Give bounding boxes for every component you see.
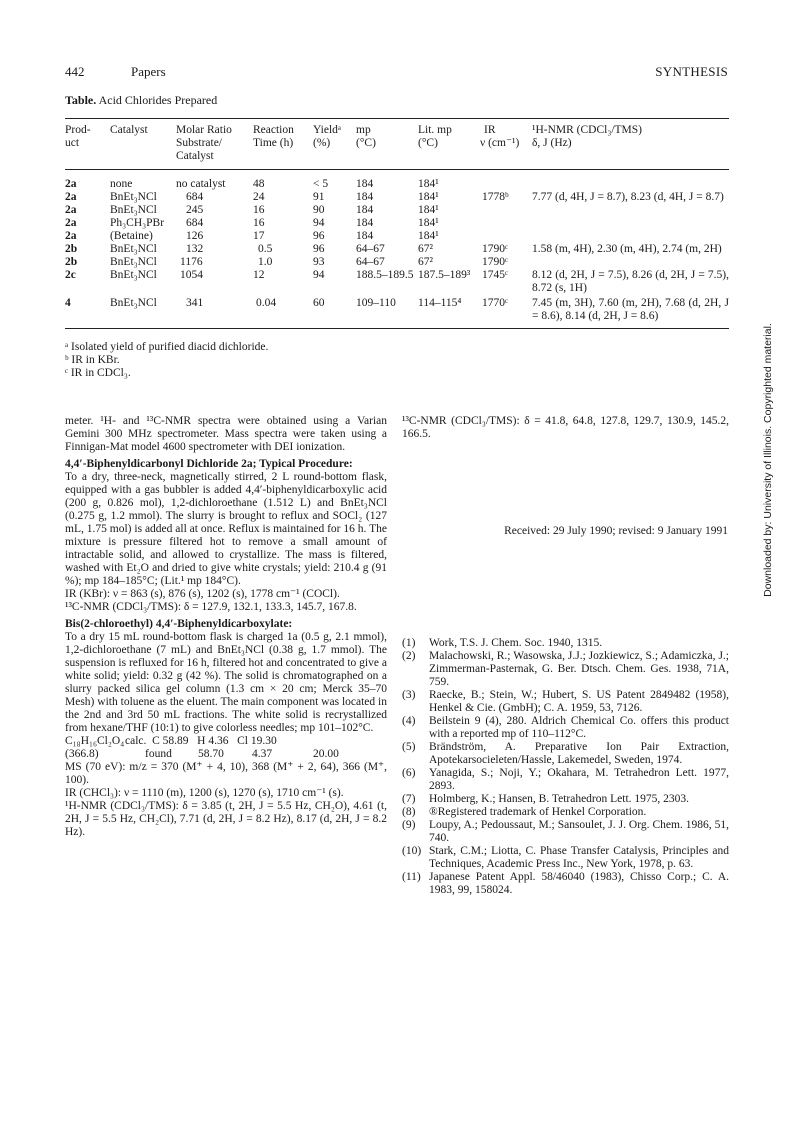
cell-yield: < 5 (313, 178, 329, 190)
analysis-mw: (366.8) (65, 748, 99, 760)
cell-ratio: no catalyst (176, 178, 226, 190)
analysis-found-c: 58.70 (198, 748, 224, 760)
reference-number: (7) (402, 793, 416, 805)
reference-text: Holmberg, K.; Hansen, B. Tetrahedron Lett. 1975, 2303. (429, 793, 690, 805)
reference-number: (2) (402, 650, 416, 662)
procedure-2-nmr: ¹H-NMR (CDCl₃/TMS): δ = 3.85 (t, 2H, J = 5.5 Hz, CH₂O), 4.61 (t, 2H, J = 5.5 Hz, CH₂Cl), 7.71 (d, 2H, J = 8.2 Hz), 8.17 (d, 2H, J = 8.2 Hz). (65, 800, 387, 838)
cell-ir: 1778ᵇ (482, 191, 509, 203)
cell-yield: 94 (313, 217, 325, 229)
cell-time: 16 (253, 217, 265, 229)
reference-item (402, 637, 729, 650)
elemental-analysis (65, 735, 387, 761)
cell-litmp: 187.5–189³ (418, 269, 471, 281)
cell-catalyst: BnEt₃NCl (110, 297, 157, 309)
section-title: Papers (131, 64, 166, 79)
reference-item (402, 650, 729, 689)
cell-litmp: 184¹ (418, 191, 439, 203)
cell-mp: 188.5–189.5 (356, 269, 414, 281)
cell-litmp: 184¹ (418, 178, 439, 190)
cell-catalyst: BnEt₃NCl (110, 191, 157, 203)
col-header-product-2: uct (65, 137, 80, 149)
col-header-nmr-1: ¹H-NMR (CDCl₃/TMS) (532, 124, 643, 136)
cell-ratio: 684 (186, 217, 204, 229)
reference-item (402, 689, 729, 715)
reference-number: (8) (402, 806, 416, 818)
analysis-found-h: 4.37 (252, 748, 273, 760)
cell-ratio: 1176 (180, 256, 203, 268)
cell-yield: 60 (313, 297, 325, 309)
cell-time: 17 (253, 230, 265, 242)
analysis-found-cl: 20.00 (313, 748, 339, 760)
reference-item (402, 741, 729, 767)
cell-time: 48 (253, 178, 265, 190)
reference-text: Loupy, A.; Pedoussaut, M.; Sansoulet, J. J. Org. Chem. 1986, 51, 740. (429, 819, 729, 844)
footnote-a: ᵃ Isolated yield of purified diacid dichloride. (65, 341, 269, 353)
reference-number: (11) (402, 871, 421, 883)
cell-catalyst: (Betaine) (110, 230, 153, 242)
reference-item (402, 819, 729, 845)
reference-list (402, 637, 729, 897)
cell-ratio: 684 (186, 191, 204, 203)
reference-text: Brändström, A. Preparative Ion Pair Extraction, Apotekarsocieleten/Hassle, Lakemedel, Sweden, 1974. (429, 741, 729, 766)
reference-number: (3) (402, 689, 416, 701)
cell-product: 2a (65, 217, 77, 229)
cell-nmr: 8.12 (d, 2H, J = 7.5), 8.26 (d, 2H, J = 7.5), 8.72 (s, 1H) (532, 269, 729, 294)
cell-product: 2a (65, 191, 77, 203)
reference-text: Work, T.S. J. Chem. Soc. 1940, 1315. (429, 637, 603, 649)
procedure-1-nmr: ¹³C-NMR (CDCl₃/TMS): δ = 127.9, 132.1, 133.3, 145.7, 167.8. (65, 601, 357, 613)
reference-number: (10) (402, 845, 422, 857)
cell-ir: 1745ᶜ (482, 269, 508, 281)
table-header-rule (65, 169, 729, 170)
cell-litmp: 67² (418, 256, 433, 268)
cell-catalyst: none (110, 178, 133, 190)
cell-product: 2b (65, 256, 78, 268)
table-caption-label: Table. (65, 93, 97, 107)
cell-yield: 93 (313, 256, 325, 268)
left-column (65, 415, 387, 839)
cell-nmr: 7.77 (d, 4H, J = 8.7), 8.23 (d, 4H, J = 8.7) (532, 191, 724, 203)
reference-text: Malachowski, R.; Wasowska, J.J.; Jozkiewicz, S.; Adamiczka, J.; Zimmerman-Pasternak, G. Ber. Dtsch. Chem. Ges. 1938, 71A, 759. (429, 650, 729, 688)
cell-ratio: 1054 (180, 269, 203, 281)
cell-nmr: 1.58 (m, 4H), 2.30 (m, 4H), 2.74 (m, 2H) (532, 243, 722, 255)
table-caption-text: Acid Chlorides Prepared (96, 93, 218, 107)
reference-number: (5) (402, 741, 416, 753)
cell-ratio: 132 (186, 243, 204, 255)
analysis-calc: calc. C 58.89 H 4.36 Cl 19.30 (125, 735, 277, 747)
cell-catalyst: BnEt₃NCl (110, 243, 157, 255)
cell-product: 2a (65, 204, 77, 216)
col-header-litmp-1: Lit. mp (418, 124, 452, 136)
reference-text: Stark, C.M.; Liotta, C. Phase Transfer Catalysis, Principles and Techniques, Academic Press Inc., New York, 1978, p. 63. (429, 845, 729, 870)
col-header-time-2: Time (h) (253, 137, 294, 149)
page-number: 442 (65, 64, 85, 79)
procedure-1-text: To a dry, three-neck, magnetically stirred, 2 L round-bottom flask, equipped with a gas bubbler is added 4,4′-biphenyldicarboxylic acid (200 g, 0.826 mol), 1,2-dichloroethane (1.512 L) and BnEt₃NCl (0.275 g, 1.2 mmol). The slurry is brought to reflux and SOCl₂ (127 mL, 1.75 mol) is added all at once. Reflux is maintained for 16 h. The mixture is pressure filtered hot to remove a small amount of intractable solid, and allowed to crystallize. The mass is filtered, washed with Et₂O and dried to give white crystals; yield: 210.4 g (91 %); mp 184–185°C; (Lit.¹ mp 184°C). (65, 471, 387, 587)
cell-ratio: 245 (186, 204, 204, 216)
cell-product: 2a (65, 178, 77, 190)
reference-number: (9) (402, 819, 416, 831)
cell-time: 16 (253, 204, 265, 216)
cell-litmp: 184¹ (418, 217, 439, 229)
cell-mp: 64–67 (356, 256, 385, 268)
procedure-1-ir: IR (KBr): ν = 863 (s), 876 (s), 1202 (s), 1778 cm⁻¹ (COCl). (65, 588, 340, 600)
cell-mp: 109–110 (356, 297, 396, 309)
col-header-yield-2: (%) (313, 137, 331, 149)
reference-number: (1) (402, 637, 416, 649)
cell-yield: 96 (313, 230, 325, 242)
cell-ir: 1770ᶜ (482, 297, 508, 309)
cell-catalyst: BnEt₃NCl (110, 256, 157, 268)
cell-yield: 90 (313, 204, 325, 216)
col-header-ratio-1: Molar Ratio (176, 124, 232, 136)
mass-spectrum: MS (70 eV): m/z = 370 (M⁺ + 4, 10), 368 (M⁺ + 2, 64), 366 (M⁺, 100). (65, 761, 387, 786)
cell-mp: 184 (356, 217, 374, 229)
analysis-found-label: found (145, 748, 172, 760)
cell-yield: 94 (313, 269, 325, 281)
cell-litmp: 184¹ (418, 204, 439, 216)
cell-mp: 184 (356, 204, 374, 216)
table-bottom-rule (65, 328, 729, 329)
cell-time: 0.04 (256, 297, 277, 309)
analysis-formula: C₁₈H₁₆Cl₂O₄ (65, 735, 125, 747)
reference-text: ®Registered trademark of Henkel Corporation. (429, 806, 647, 818)
cell-product: 2b (65, 243, 78, 255)
right-column-nmr: ¹³C-NMR (CDCl₃/TMS): δ = 41.8, 64.8, 127.8, 129.7, 130.9, 145.2, 166.5. (402, 415, 729, 440)
cell-catalyst: Ph₃CH₃PBr (110, 217, 165, 229)
reference-item (402, 871, 729, 897)
footnote-c: ᶜ IR in CDCl₃. (65, 367, 131, 379)
reference-text: Yanagida, S.; Noji, Y.; Okahara, M. Tetrahedron Lett. 1977, 2893. (429, 767, 729, 792)
col-header-mp-1: mp (356, 124, 371, 136)
cell-catalyst: BnEt₃NCl (110, 204, 157, 216)
footnote-b: ᵇ IR in KBr. (65, 354, 120, 366)
col-header-mp-2: (°C) (356, 137, 376, 149)
table-top-rule (65, 118, 729, 119)
reference-number: (4) (402, 715, 416, 727)
reference-text: Beilstein 9 (4), 280. Aldrich Chemical Co. offers this product with a reported mp of 110–112°C. (429, 715, 729, 740)
cell-time: 0.5 (258, 243, 273, 255)
procedure-2-title: Bis(2-chloroethyl) 4,4′-Biphenyldicarboxylate: (65, 618, 293, 630)
received-date: Received: 29 July 1990; revised: 9 January 1991 (504, 525, 728, 537)
col-header-yield-1: Yieldᵃ (313, 124, 342, 136)
cell-ratio: 341 (186, 297, 204, 309)
cell-time: 1.0 (258, 256, 273, 268)
cell-ir: 1790ᶜ (482, 243, 508, 255)
reference-item (402, 767, 729, 793)
col-header-ir-2: ν (cm⁻¹) (480, 137, 520, 149)
download-notice: Downloaded by: University of Illinois. Copyrighted material. (762, 323, 774, 597)
cell-litmp: 67² (418, 243, 433, 255)
cell-catalyst: BnEt₃NCl (110, 269, 157, 281)
cell-time: 12 (253, 269, 265, 281)
cell-ratio: 126 (186, 230, 204, 242)
col-header-ratio-3: Catalyst (176, 150, 214, 162)
experimental-intro: meter. ¹H- and ¹³C-NMR spectra were obtained using a Varian Gemini 300 MHz spectrometer. Mass spectra were taken using a Finnigan-Mat model 4600 spectrometer with DEI ionization. (65, 415, 387, 453)
col-header-ratio-2: Substrate/ (176, 137, 222, 149)
reference-item (402, 845, 729, 871)
cell-product: 4 (65, 297, 71, 309)
cell-time: 24 (253, 191, 265, 203)
reference-text: Japanese Patent Appl. 58/46040 (1983), Chisso Corp.; C. A. 1983, 99, 158024. (429, 871, 729, 896)
cell-litmp: 184¹ (418, 230, 439, 242)
cell-mp: 184 (356, 191, 374, 203)
col-header-ir-1: IR (484, 124, 496, 136)
procedure-2-ir: IR (CHCl₃): ν = 1110 (m), 1200 (s), 1270 (s), 1710 cm⁻¹ (s). (65, 787, 344, 799)
cell-mp: 184 (356, 230, 374, 242)
col-header-litmp-2: (°C) (418, 137, 438, 149)
cell-nmr: 7.45 (m, 3H), 7.60 (m, 2H), 7.68 (d, 2H, J = 8.6), 8.14 (d, 2H, J = 8.6) (532, 297, 729, 322)
reference-item (402, 806, 729, 819)
procedure-2-text: To a dry 15 mL round-bottom flask is charged 1a (0.5 g, 2.1 mmol), 1,2-dichloroethane (7 mL) and BnEt₃NCl (0.38 g, 1.7 mmol). The suspension is refluxed for 16 h, filtered hot and concentrated to give a white solid; yield: 0.32 g (42 %). The solid is chromatographed on a slurry packed silica gel column (1.3 cm × 20 cm; Merck 35–70 Mesh) with toluene as the eluent. The main component was located in the 2nd and 3rd 50 mL fractions. The white solid is recrystallized from hexane/THF (10:1) to give colorless needles; mp 101–102°C. (65, 631, 387, 734)
cell-ir: 1790ᶜ (482, 256, 508, 268)
col-header-time-1: Reaction (253, 124, 294, 136)
table-caption (65, 93, 217, 108)
journal-name: SYNTHESIS (655, 64, 728, 79)
procedure-1-title: 4,4′-Biphenyldicarbonyl Dichloride 2a; Typical Procedure: (65, 458, 353, 470)
cell-mp: 184 (356, 178, 374, 190)
cell-product: 2a (65, 230, 77, 242)
reference-item (402, 715, 729, 741)
col-header-product-1: Prod- (65, 124, 91, 136)
cell-product: 2c (65, 269, 76, 281)
col-header-nmr-2: δ, J (Hz) (532, 137, 572, 149)
cell-yield: 96 (313, 243, 325, 255)
cell-yield: 91 (313, 191, 325, 203)
reference-number: (6) (402, 767, 416, 779)
reference-text: Raecke, B.; Stein, W.; Hubert, S. US Patent 2849482 (1958), Henkel & Cie. (GmbH); C. A. 1959, 53, 7126. (429, 689, 729, 714)
reference-item (402, 793, 729, 806)
cell-litmp: 114–115⁴ (418, 297, 462, 309)
col-header-catalyst: Catalyst (110, 124, 148, 136)
cell-mp: 64–67 (356, 243, 385, 255)
download-watermark (748, 200, 788, 720)
